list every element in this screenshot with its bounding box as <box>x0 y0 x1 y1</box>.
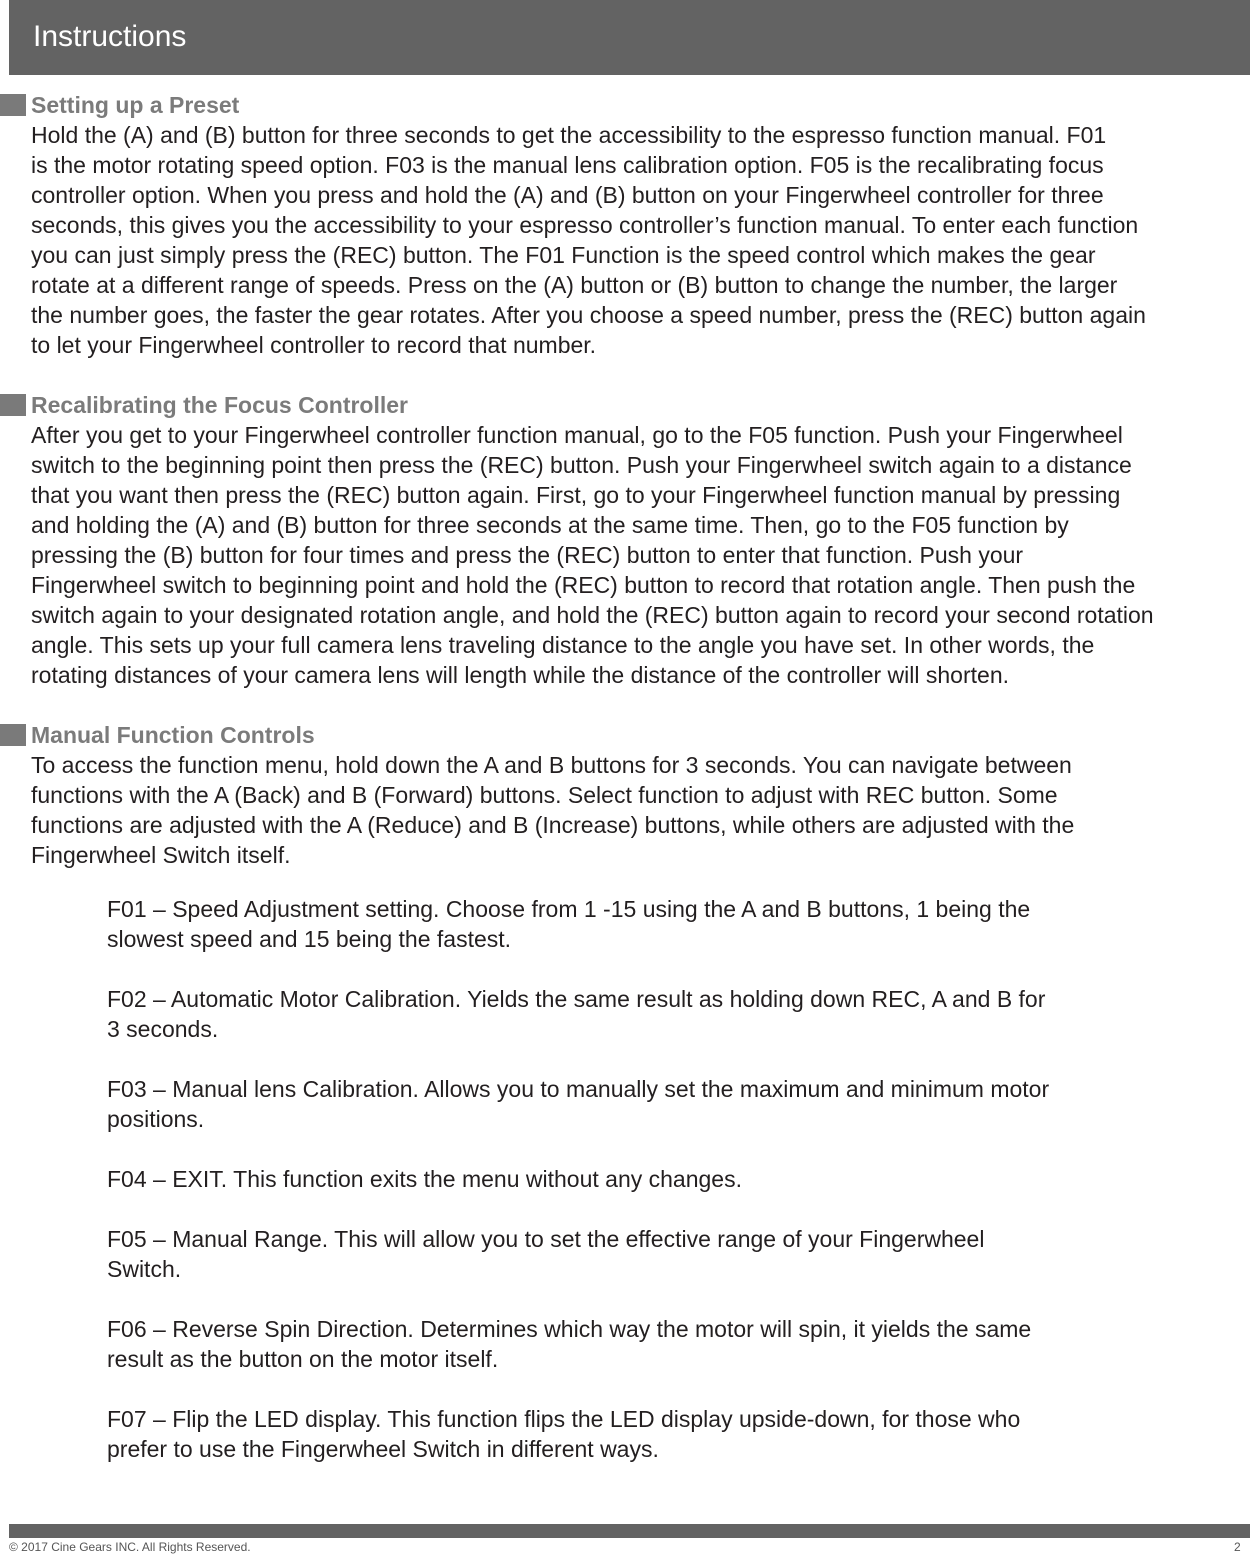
footer-copyright: © 2017 Cine Gears INC. All Rights Reserved. <box>9 1540 251 1554</box>
function-item-f01: F01 – Speed Adjustment setting. Choose from 1 -15 using the A and B buttons, 1 being the slowest speed and 15 being the fastest. <box>107 896 1031 952</box>
section-marker <box>0 724 26 746</box>
section-marker <box>0 394 26 416</box>
section-heading: Recalibrating the Focus Controller <box>31 392 408 418</box>
function-item-f05: F05 – Manual Range. This will allow you to set the effective range of your Fingerwheel Switch. <box>107 1226 985 1282</box>
page-title: Instructions <box>33 20 187 53</box>
function-item-f02: F02 – Automatic Motor Calibration. Yields the same result as holding down REC, A and B for 3 seconds. <box>107 986 1046 1042</box>
section-heading: Setting up a Preset <box>31 92 240 118</box>
function-list <box>107 894 1049 1494</box>
section-heading: Manual Function Controls <box>31 722 315 748</box>
page-header <box>9 0 1250 75</box>
function-item-f03: F03 – Manual lens Calibration. Allows you to manually set the maximum and minimum motor positions. <box>107 1076 1050 1132</box>
function-item-f07: F07 – Flip the LED display. This function flips the LED display upside-down, for those who prefer to use the Fingerwheel Switch in different ways. <box>107 1406 1021 1462</box>
section-body: After you get to your Fingerwheel controller function manual, go to the F05 function. Push your Fingerwheel switch to the beginning point then press the (REC) button. Push your Fingerwheel switch again to a distance that you want then press the (REC) button again. First, go to your Fingerwheel function manual by pressing and holding the (A) and (B) button for three seconds at the same time. Then, go to the F05 function by pressing the (B) button for four times and press the (REC) button to enter that function. Push your Fingerwheel switch to beginning point and hold the (REC) button to record that rotation angle. Then push the switch again to your designated rotation angle, and hold the (REC) button again to record your second rotation angle. This sets up your full camera lens traveling distance to the angle you have set. In other words, the rotating distances of your camera lens will length while the distance of the controller will shorten. <box>31 422 1154 688</box>
function-item-f04: F04 – EXIT. This function exits the menu without any changes. <box>107 1166 742 1192</box>
section-marker <box>0 94 26 116</box>
section-body: Hold the (A) and (B) button for three seconds to get the accessibility to the espresso function manual. F01 is the motor rotating speed option. F03 is the manual lens calibration option. F05 is the recalibrating focus controller option. When you press and hold the (A) and (B) button on your Fingerwheel controller for three seconds, this gives you the accessibility to your espresso controller’s function manual. To enter each function you can just simply press the (REC) button. The F01 Function is the speed control which makes the gear rotate at a different range of speeds. Press on the (A) button or (B) button to change the number, the larger the number goes, the faster the gear rotates. After you choose a speed number, press the (REC) button again to let your Fingerwheel controller to record that number. <box>31 122 1146 358</box>
section-body: To access the function menu, hold down the A and B buttons for 3 seconds. You can navigate between functions with the A (Back) and B (Forward) buttons. Select function to adjust with REC button. Some functions are adjusted with the A (Reduce) and B (Increase) buttons, while others are adjusted with the Fingerwheel Switch itself. <box>31 752 1075 868</box>
page-number: 2 <box>1234 1540 1241 1554</box>
function-item-f06: F06 – Reverse Spin Direction. Determines which way the motor will spin, it yields the same result as the button on the motor itself. <box>107 1316 1032 1372</box>
footer-bar <box>9 1524 1250 1538</box>
